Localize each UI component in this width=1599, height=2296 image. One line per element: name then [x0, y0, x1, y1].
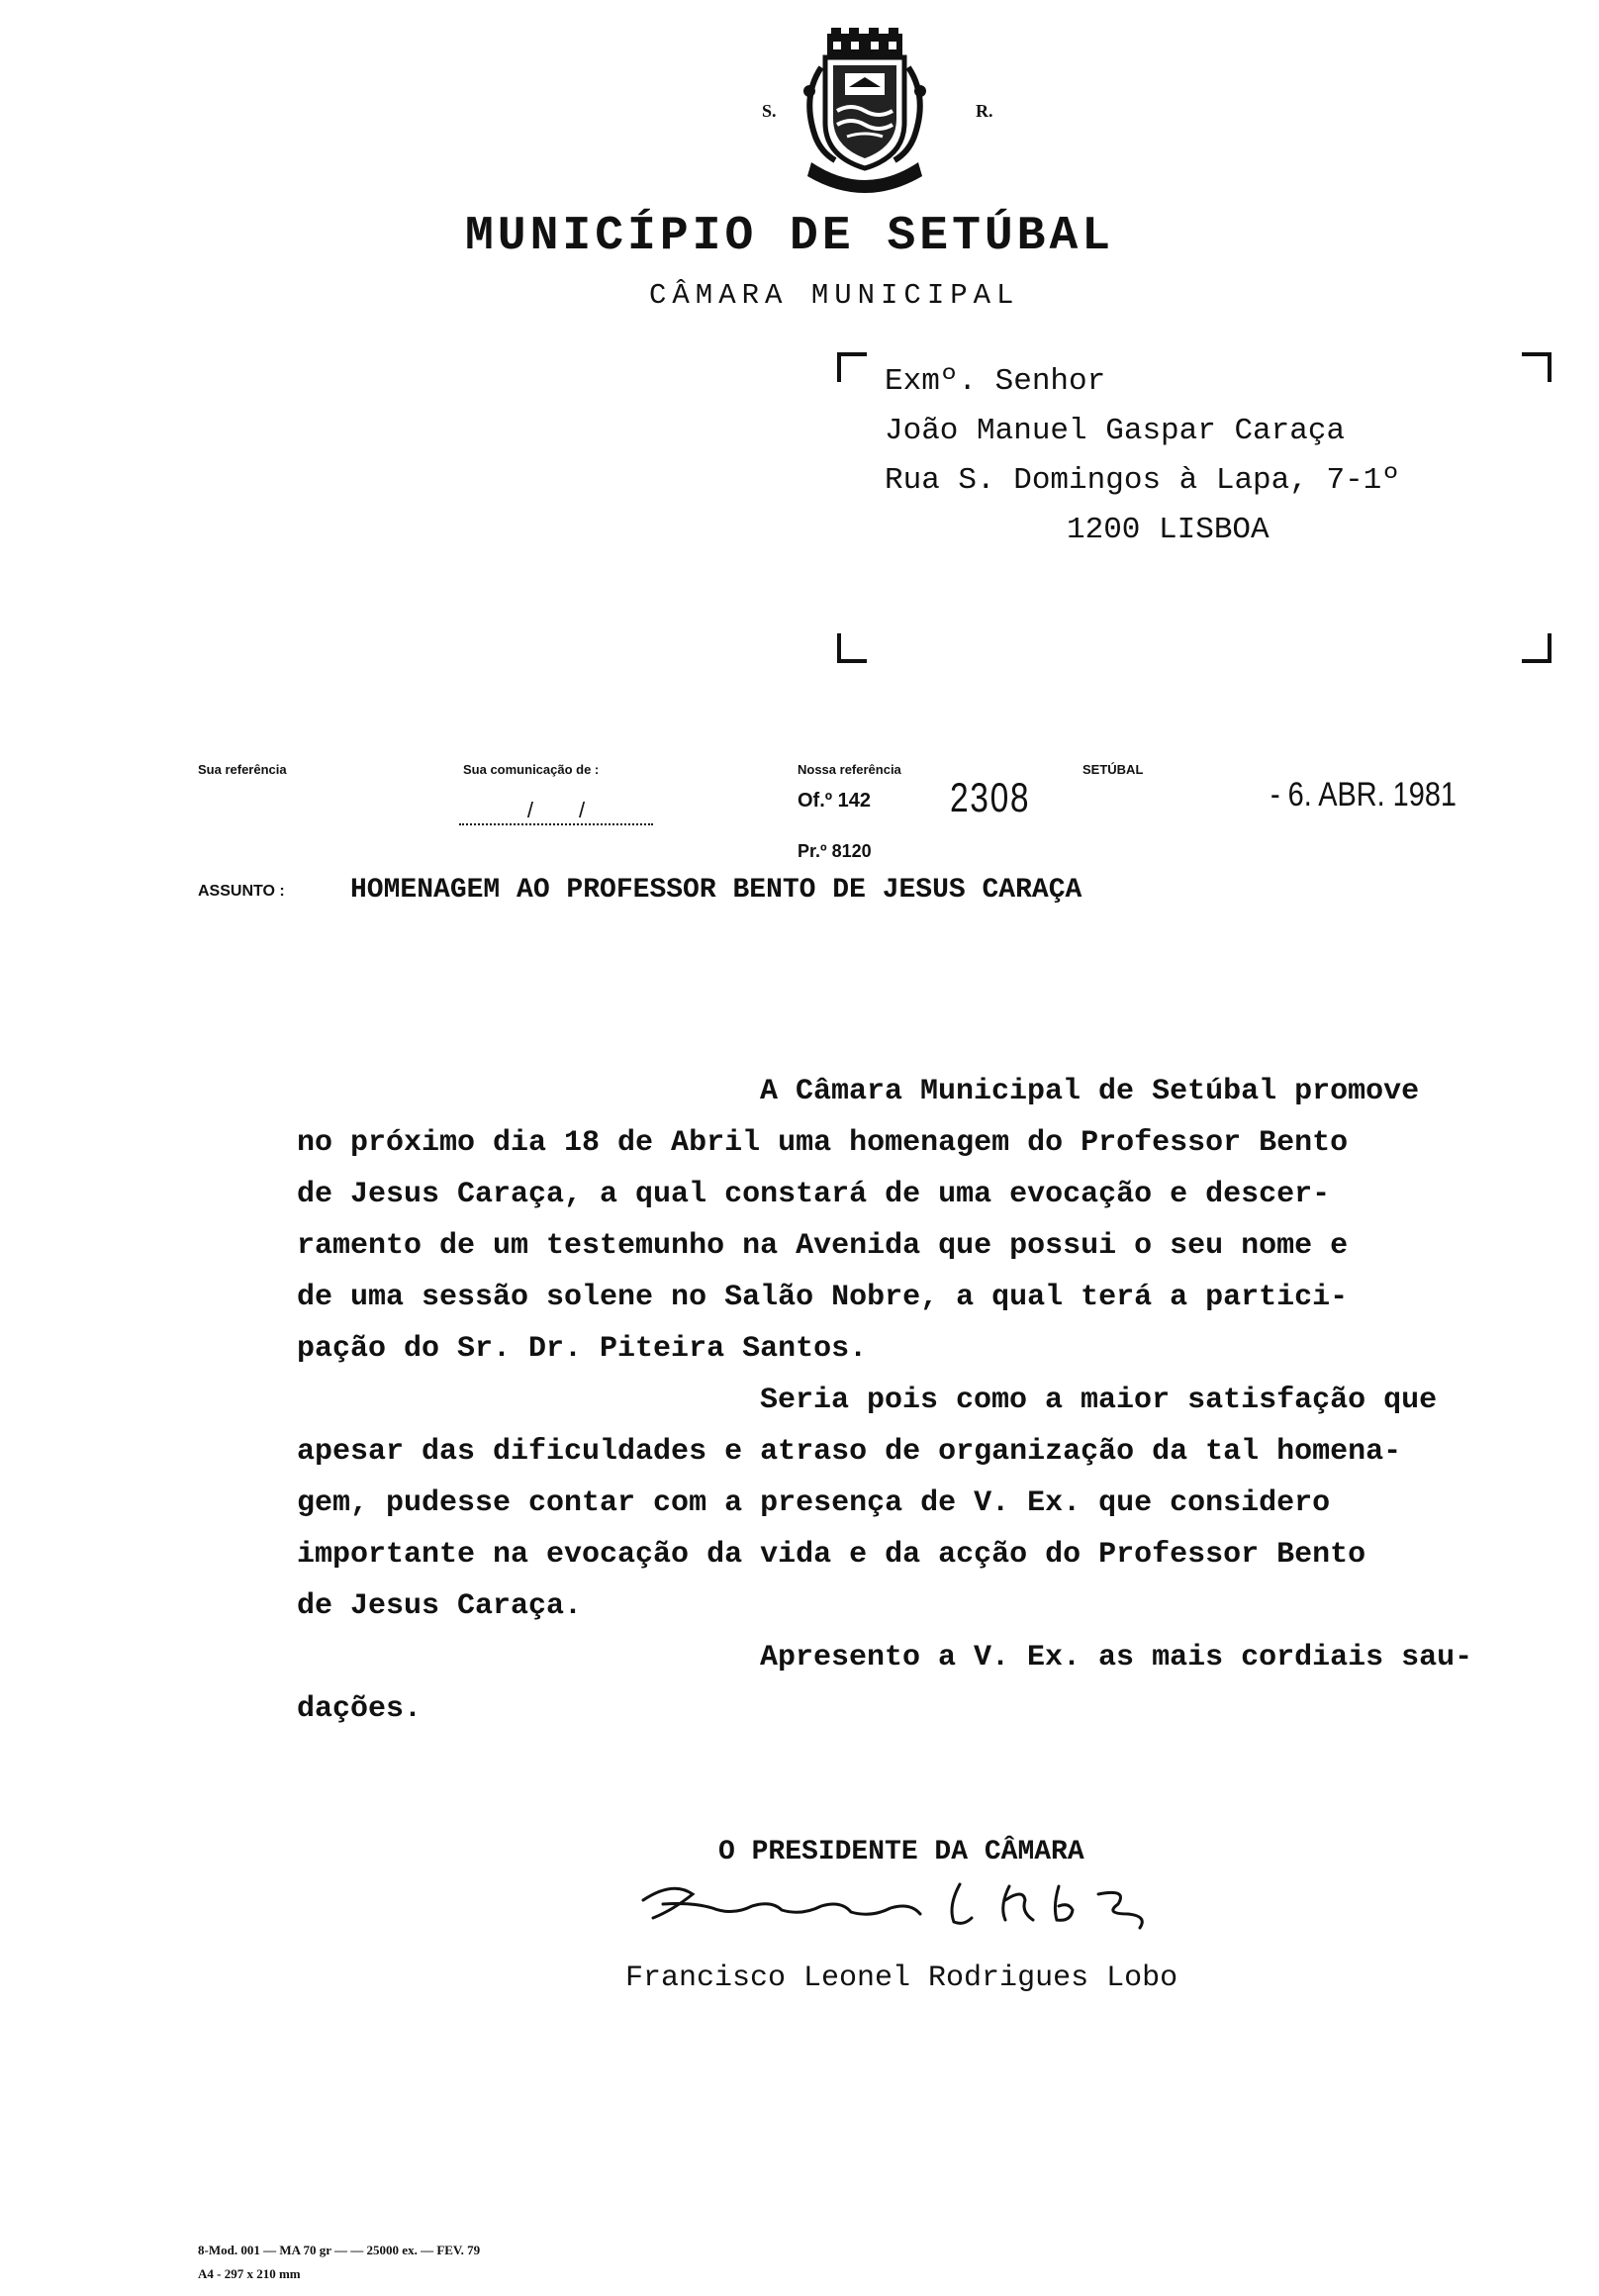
address-salutation: Exmº. Senhor	[885, 364, 1106, 399]
address-city: 1200 LISBOA	[1067, 513, 1270, 547]
address-recipient-name: João Manuel Gaspar Caraça	[885, 414, 1346, 448]
assunto-label: ASSUNTO :	[198, 883, 285, 900]
crest-letter-right: R.	[976, 101, 993, 121]
form-code-footer: 8-Mod. 001 — MA 70 gr — — 25000 ex. — FEV. 79	[198, 2243, 481, 2257]
processo-reference: Pr.º 8120	[798, 841, 872, 861]
address-corner-bottom-right	[1522, 633, 1552, 663]
address-street: Rua S. Domingos à Lapa, 7-1º	[885, 463, 1400, 498]
body-line: ramento de um testemunho na Avenida que possui o seu nome e	[297, 1229, 1349, 1263]
assunto-text: HOMENAGEM AO PROFESSOR BENTO DE JESUS CARAÇA	[350, 875, 1082, 906]
address-corner-top-right	[1522, 352, 1552, 382]
oficio-reference: Of.º 142	[798, 790, 872, 812]
body-line: de Jesus Caraça, a qual constará de uma evocação e descer-	[297, 1178, 1331, 1211]
municipality-title: MUNICÍPIO DE SETÚBAL	[465, 210, 1115, 263]
body-line: gem, pudesse contar com a presença de V. Ex. que considero	[297, 1486, 1331, 1520]
address-corner-top-left	[837, 352, 867, 382]
sua-referencia-label: Sua referência	[198, 762, 287, 777]
body-line: Seria pois como a maior satisfação que	[760, 1384, 1438, 1417]
body-line: de Jesus Caraça.	[297, 1589, 583, 1623]
body-line: apesar das dificuldades e atraso de organização da tal homena-	[297, 1435, 1402, 1469]
paper-size-footer: A4 - 297 x 210 mm	[198, 2266, 301, 2281]
signatory-name: Francisco Leonel Rodrigues Lobo	[625, 1961, 1178, 1995]
address-corner-bottom-left	[837, 633, 867, 663]
body-line: no próximo dia 18 de Abril uma homenagem do Professor Bento	[297, 1126, 1349, 1160]
signature-title: O PRESIDENTE DA CÂMARA	[718, 1837, 1084, 1867]
municipal-coat-of-arms-logo	[792, 28, 938, 198]
crest-letter-left: S.	[762, 101, 777, 121]
sua-comunicacao-value: / /	[459, 798, 653, 825]
body-line: A Câmara Municipal de Setúbal promove	[760, 1075, 1420, 1108]
nossa-referencia-label: Nossa referência	[798, 762, 901, 777]
body-line: importante na evocação da vida e da acção do Professor Bento	[297, 1538, 1366, 1572]
sua-comunicacao-label: Sua comunicação de :	[463, 762, 600, 777]
municipality-subtitle: CÂMARA MUNICIPAL	[649, 279, 1020, 312]
body-line: pação do Sr. Dr. Piteira Santos.	[297, 1332, 868, 1366]
body-line: dações.	[297, 1692, 423, 1726]
handwritten-signature	[633, 1861, 1187, 1940]
oficio-number-stamp: 2308	[950, 774, 1031, 820]
setubal-label: SETÚBAL	[1082, 762, 1144, 777]
body-line: de uma sessão solene no Salão Nobre, a qual terá a partici-	[297, 1281, 1349, 1314]
date-stamp: - 6. ABR. 1981	[1270, 776, 1457, 813]
body-line: Apresento a V. Ex. as mais cordiais sau-	[760, 1641, 1473, 1674]
